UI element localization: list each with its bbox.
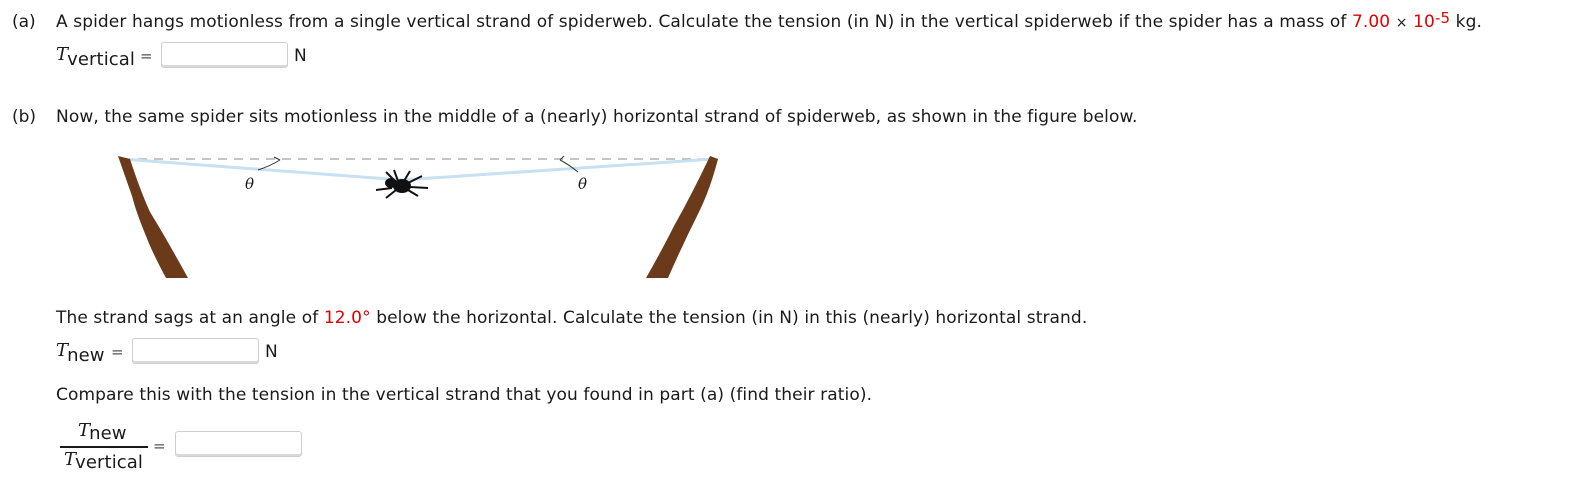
part-a-question-text: A spider hangs motionless from a single vertical strand of spiderweb. Calculate the tension (in N) in the vertical spiderweb if the spider has a mass of bbox=[56, 12, 1347, 32]
ratio-num-subscript: new bbox=[89, 423, 127, 444]
t-new-answer-input[interactable] bbox=[132, 338, 259, 364]
ratio-numerator bbox=[78, 420, 127, 444]
times-symbol: × bbox=[1395, 15, 1408, 31]
left-branch bbox=[118, 156, 188, 278]
spiderweb-strand bbox=[122, 159, 714, 180]
ratio-den-symbol: T bbox=[64, 449, 77, 470]
mass-unit: kg. bbox=[1455, 12, 1482, 32]
part-b-intro: Now, the same spider sits motionless in the middle of a (nearly) horizontal strand of spiderweb, as shown in the figure below. bbox=[56, 107, 1138, 127]
spiderweb-figure bbox=[110, 150, 730, 282]
t-vertical-unit: N bbox=[294, 46, 307, 66]
sag-suffix: below the horizontal. Calculate the tension (in N) in this (nearly) horizontal strand. bbox=[376, 308, 1088, 328]
t-vertical-variable bbox=[56, 44, 136, 70]
t-new-variable bbox=[56, 340, 105, 366]
sag-prefix: The strand sags at an angle of bbox=[56, 308, 319, 328]
compare-text: Compare this with the tension in the vertical strand that you found in part (a) (find their ratio). bbox=[56, 385, 873, 405]
part-a-label: (a) bbox=[12, 12, 36, 32]
t-vertical-answer-input[interactable] bbox=[161, 42, 288, 68]
t-new-equals: = bbox=[111, 343, 124, 361]
right-branch bbox=[646, 156, 718, 278]
ratio-num-symbol: T bbox=[78, 420, 91, 441]
spider-icon bbox=[376, 170, 428, 198]
t-new-unit: N bbox=[265, 342, 278, 362]
t-new-symbol: T bbox=[56, 340, 69, 361]
sag-question bbox=[56, 308, 1087, 328]
part-b-label: (b) bbox=[12, 107, 37, 127]
t-vertical-equals: = bbox=[140, 47, 153, 65]
ratio-denominator bbox=[64, 449, 144, 473]
theta-left-label: θ bbox=[245, 175, 255, 193]
mass-exponent: -5 bbox=[1434, 9, 1451, 27]
ratio-den-subscript: vertical bbox=[75, 452, 144, 473]
ratio-equals: = bbox=[153, 437, 166, 455]
sag-angle: 12.0° bbox=[323, 308, 371, 328]
t-vertical-symbol: T bbox=[56, 44, 69, 65]
mass-mantissa: 7.00 bbox=[1351, 12, 1391, 32]
mass-base: 10 bbox=[1413, 12, 1435, 32]
t-vertical-subscript: vertical bbox=[67, 49, 136, 70]
part-a-question bbox=[56, 9, 1482, 32]
theta-right-label: θ bbox=[578, 175, 588, 193]
ratio-fraction-bar bbox=[60, 446, 148, 448]
ratio-answer-input[interactable] bbox=[175, 431, 302, 457]
t-new-subscript: new bbox=[67, 345, 105, 366]
